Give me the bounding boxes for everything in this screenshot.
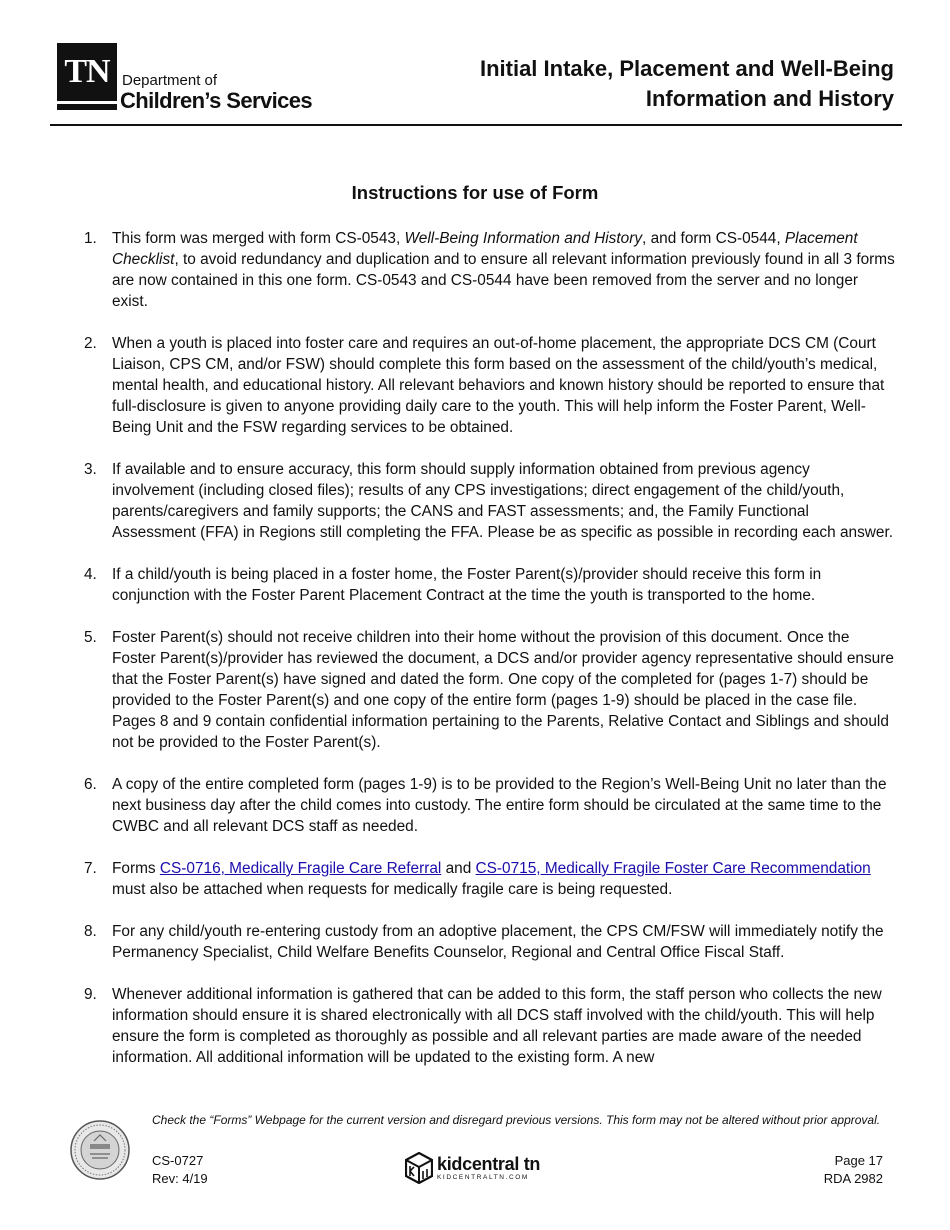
item-number: 6. xyxy=(84,776,97,793)
kidcentral-url: KIDCENTRALTN.COM xyxy=(437,1174,529,1181)
item-number: 8. xyxy=(84,923,97,940)
list-item xyxy=(84,459,896,543)
list-item xyxy=(84,921,896,963)
tn-logo-text: TN xyxy=(64,53,110,90)
item-number: 2. xyxy=(84,335,97,352)
item-text: Foster Parent(s) should not receive children into their home without the provision of this document. Once the Foster Parent(s)/provider has reviewed the document, a DCS and/or provider agency representative should ensure that the Foster Parent(s) have signed and dated the form. One copy of the completed for (pages 1-7) should be provided to the Foster Parent(s) and one copy of the entire form (pages 1-9) should be placed in the case file. Pages 8 and 9 contain confidential information pertaining to the Parents, Relative Contact and Siblings and should not be provided to the Foster Parent(s). xyxy=(112,629,894,751)
item-italic-text: Placement Checklist xyxy=(112,230,858,268)
tn-logo-bar xyxy=(57,104,117,110)
item-text: Forms xyxy=(112,860,160,877)
form-title-line-2: Information and History xyxy=(645,86,894,111)
form-revision: Rev: 4/19 xyxy=(152,1171,208,1186)
list-item xyxy=(84,228,896,312)
page-info-block xyxy=(824,1152,883,1188)
list-item xyxy=(84,774,896,837)
rda-number: RDA 2982 xyxy=(823,1171,883,1186)
medically-fragile-foster-care-recommendation-link[interactable]: CS-0715, Medically Fragile Foster Care Recommendation xyxy=(475,860,871,877)
item-text: If a child/youth is being placed in a foster home, the Foster Parent(s)/provider should receive this form in conjunction with the Foster Parent Placement Contract at the time the youth is transported to the home. xyxy=(112,566,822,604)
item-text: , to avoid redundancy and duplication and to ensure all relevant information previously found in all 3 forms are now contained in this one form. CS-0543 and CS-0544 have been removed from the server and no longer exist. xyxy=(112,251,895,310)
list-item xyxy=(84,858,896,900)
dept-name-label: Children’s Services xyxy=(120,88,312,113)
item-text: and xyxy=(441,860,476,877)
tn-logo xyxy=(57,43,117,101)
item-number: 1. xyxy=(84,230,97,247)
kidcentral-cube-icon xyxy=(405,1152,433,1184)
item-number: 4. xyxy=(84,566,97,583)
medically-fragile-care-referral-link[interactable]: CS-0716, Medically Fragile Care Referral xyxy=(159,860,442,877)
kidcentral-logo xyxy=(405,1151,540,1185)
dept-of-label: Department of xyxy=(122,72,218,89)
item-text: must also be attached when requests for medically fragile care is being requested. xyxy=(112,881,673,898)
list-item xyxy=(84,627,896,753)
item-text: , and form CS-0544, xyxy=(642,230,785,247)
list-item xyxy=(84,333,896,438)
form-number: CS-0727 xyxy=(152,1153,204,1168)
item-italic-text: Well-Being Information and History xyxy=(404,230,643,247)
footer-note: Check the “Forms” Webpage for the current version and disregard previous versions. This form may not be altered without prior approval. xyxy=(152,1113,881,1127)
item-text: This form was merged with form CS-0543, xyxy=(112,230,405,247)
instructions-heading: Instructions for use of Form xyxy=(351,182,599,203)
form-title-line-1: Initial Intake, Placement and Well-Being xyxy=(479,56,894,81)
item-text: Whenever additional information is gathered that can be added to this form, the staff person who collects the new information should ensure it is shared electronically with all DCS staff involved with the child/youth. This will help ensure the form is completed as thoroughly as possible and all relevant parties are made aware of the needed information. All additional information will be updated to the existing form. A new xyxy=(112,986,882,1066)
list-item xyxy=(84,564,896,606)
form-title xyxy=(480,54,894,114)
kidcentral-name: kidcentral tn xyxy=(437,1154,541,1174)
instructions-list xyxy=(84,228,896,1089)
state-seal-icon xyxy=(70,1120,130,1180)
item-number: 5. xyxy=(84,629,97,646)
item-text: For any child/youth re-entering custody from an adoptive placement, the CPS CM/FSW will immediately notify the Permanency Specialist, Child Welfare Benefits Counselor, Regional and Central Office Fiscal Staff. xyxy=(112,923,884,961)
item-text: A copy of the entire completed form (pages 1-9) is to be provided to the Region’s Well-Being Unit no later than the next business day after the child comes into custody. The entire form should be circulated at the same time to the CWBC and all relevant DCS staff as needed. xyxy=(112,776,887,835)
item-number: 7. xyxy=(84,860,97,877)
document-header xyxy=(50,40,902,126)
form-number-block xyxy=(152,1152,208,1188)
list-item xyxy=(84,984,896,1068)
item-number: 9. xyxy=(84,986,97,1003)
item-number: 3. xyxy=(84,461,97,478)
item-text: When a youth is placed into foster care and requires an out-of-home placement, the appropriate DCS CM (Court Liaison, CPS CM, and/or FSW) should complete this form based on the assessment of the child/youth’s medical, mental health, and educational history. All relevant behaviors and known history should be reported to ensure that full-disclosure is given to anyone providing daily care to the youth. This will help inform the Foster Parent, Well-Being Unit and the FSW regarding services to be obtained. xyxy=(112,335,885,436)
header-divider xyxy=(50,124,902,126)
page-number: Page 17 xyxy=(834,1153,883,1168)
item-text: If available and to ensure accuracy, this form should supply information obtained from previous agency involvement (including closed files); results of any CPS investigations; direct engagement of the child/youth, parents/caregivers and family supports; the CANS and FAST assessments; and, the Family Functional Assessment (FFA) in Regions still completing the FFA. Please be as specific as possible in recording each answer. xyxy=(112,461,894,541)
